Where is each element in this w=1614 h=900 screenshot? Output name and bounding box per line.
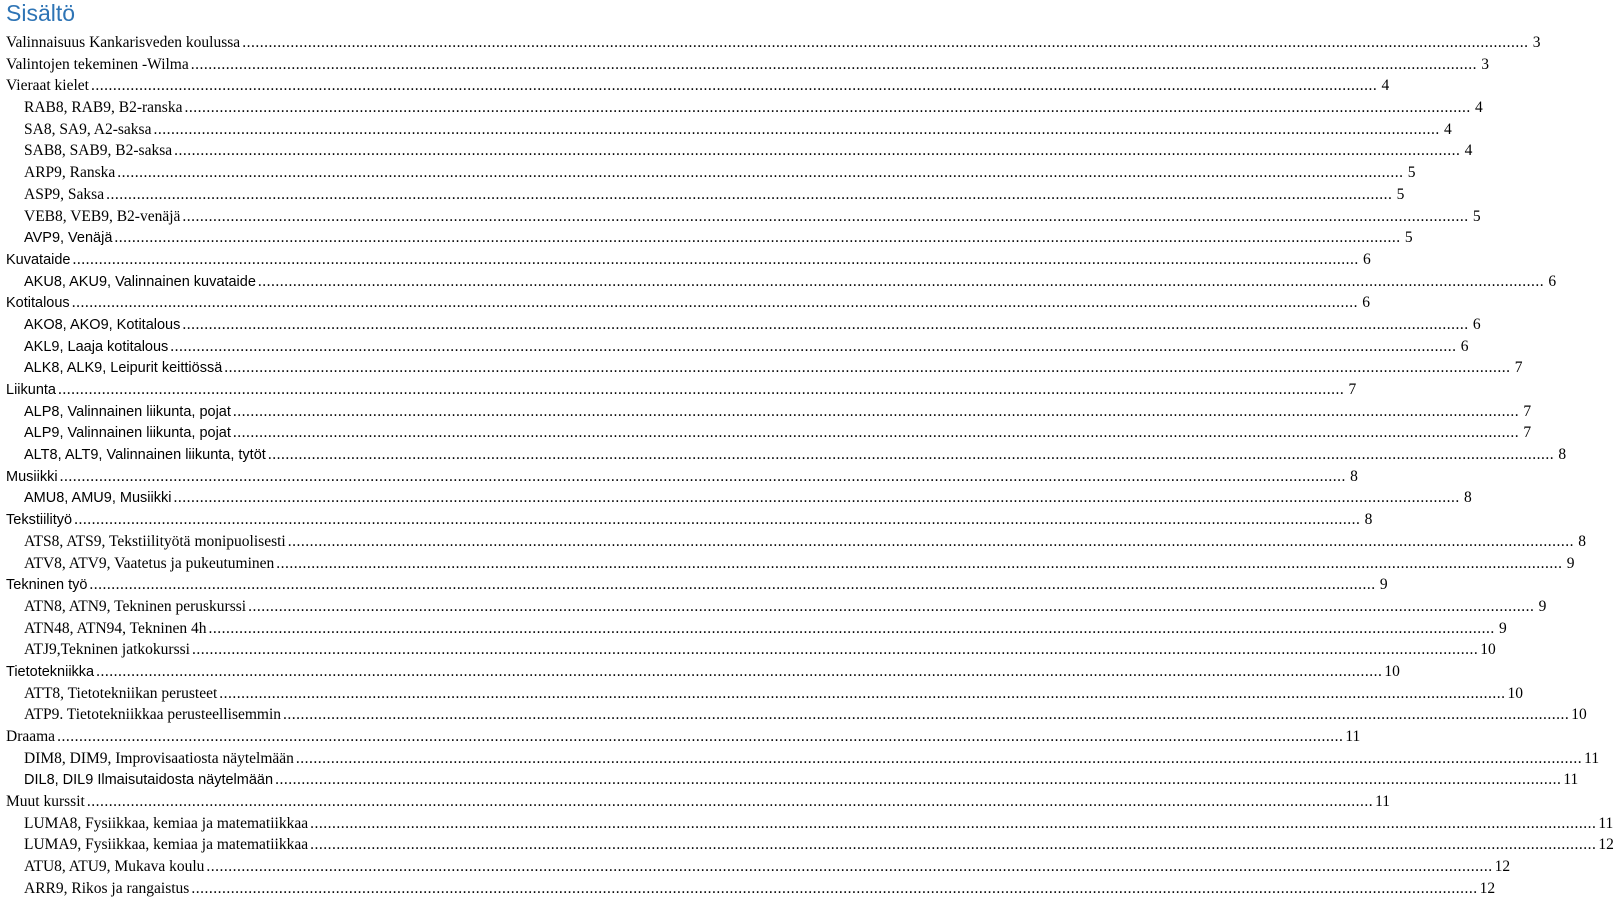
dot-leader (170, 336, 1456, 358)
toc-entry[interactable] (6, 834, 1614, 856)
toc-entry-label: ALT8, ALT9, Valinnainen liikunta, tytöt (24, 447, 266, 464)
toc-entry-label: Draama (6, 728, 56, 745)
toc-entry[interactable] (6, 683, 1524, 705)
toc-page-number: 6 (1472, 315, 1481, 333)
dot-leader (73, 249, 1359, 271)
toc-entry[interactable] (6, 357, 1523, 379)
dot-leader (58, 379, 1344, 401)
toc-entry-label: ALP9, Valinnainen liikunta, pojat (24, 425, 231, 442)
toc-entry[interactable] (6, 596, 1547, 618)
dot-leader (268, 444, 1554, 466)
toc-entry-label: LUMA8, Fysiikkaa, kemiaa ja matematiikkaa (24, 814, 309, 832)
dot-leader (60, 466, 1346, 488)
toc-entry-label: SA8, SA9, A2-saksa (24, 120, 152, 138)
dot-leader (233, 401, 1519, 423)
dot-leader (275, 769, 1561, 791)
toc-entry[interactable] (6, 271, 1557, 293)
toc-entry-label: AVP9, Venäjä (24, 230, 113, 247)
toc-page-number: 4 (1474, 99, 1483, 117)
dot-leader (89, 574, 1375, 596)
toc-page-number: 10 (1480, 641, 1496, 659)
toc-entry[interactable] (6, 75, 1390, 97)
dot-leader (276, 553, 1562, 575)
dot-leader (114, 227, 1400, 249)
toc-entry[interactable] (6, 336, 1469, 358)
toc-page-number: 8 (1558, 446, 1567, 464)
toc-entry[interactable] (6, 401, 1532, 423)
toc-entry[interactable] (6, 249, 1371, 271)
dot-leader (106, 184, 1392, 206)
toc-page-number: 5 (1396, 185, 1405, 203)
toc-entry[interactable] (6, 704, 1587, 726)
dot-leader (233, 422, 1519, 444)
dot-leader (117, 162, 1403, 184)
toc-page-number: 4 (1381, 77, 1390, 95)
dot-leader (224, 357, 1510, 379)
toc-page-number: 6 (1362, 294, 1370, 312)
dot-leader (248, 596, 1534, 618)
dot-leader (182, 314, 1468, 336)
dot-leader (87, 791, 1373, 813)
toc-entry[interactable] (6, 97, 1483, 119)
toc-page-number: 10 (1571, 706, 1587, 724)
dot-leader (310, 813, 1596, 835)
toc-entry[interactable] (6, 119, 1452, 141)
dot-leader (208, 618, 1494, 640)
toc-entry[interactable] (6, 769, 1579, 791)
toc-page-number: 12 (1479, 879, 1496, 897)
toc-entry[interactable] (6, 292, 1370, 314)
toc-entry-label: Vieraat kielet (6, 77, 89, 95)
toc-title: Sisältö (6, 0, 76, 26)
toc-entry-label: ATJ9,Tekninen jatkokurssi (24, 641, 190, 659)
toc-entry[interactable] (6, 32, 1541, 54)
toc-entry[interactable] (6, 813, 1614, 835)
dot-leader (219, 683, 1505, 705)
toc-entry[interactable] (6, 661, 1400, 683)
toc-page-number: 6 (1363, 250, 1371, 268)
dot-leader (242, 32, 1528, 54)
dot-leader (206, 856, 1492, 878)
toc-page-number: 9 (1379, 576, 1388, 594)
toc-entry[interactable] (6, 791, 1390, 813)
toc-page-number: 3 (1481, 55, 1489, 73)
dot-leader (184, 97, 1470, 119)
toc-entry-label: Tietotekniikka (6, 663, 95, 680)
toc-entry[interactable] (6, 444, 1567, 466)
dot-leader (191, 878, 1477, 900)
toc-entry-label: ATV8, ATV9, Vaatetus ja pukeutuminen (24, 554, 275, 572)
toc-page-number: 7 (1514, 359, 1523, 377)
toc-page-number: 12 (1494, 858, 1511, 876)
toc-page-number: 5 (1404, 229, 1413, 247)
toc-entry-label: Tekstiilityö (6, 512, 73, 529)
toc-entry-label: Valintojen tekeminen -Wilma (6, 55, 189, 73)
toc-page-number: 11 (1375, 793, 1390, 811)
toc-page-number: 6 (1548, 272, 1557, 290)
toc-entry-label: Tekninen työ (6, 577, 88, 594)
toc-page-number: 12 (1598, 836, 1614, 854)
toc-entry-label: SAB8, SAB9, B2-saksa (24, 142, 173, 160)
dot-leader (192, 639, 1478, 661)
toc-page-number: 9 (1498, 619, 1507, 637)
toc-entry[interactable] (6, 553, 1575, 575)
toc-entry-label: Liikunta (6, 382, 56, 398)
toc-page-number: 5 (1407, 164, 1416, 182)
toc-page-number: 7 (1523, 424, 1532, 442)
toc-page-number: 8 (1578, 532, 1586, 550)
dot-leader (296, 748, 1582, 770)
toc-entry[interactable] (6, 531, 1586, 553)
toc-entry[interactable] (6, 748, 1600, 770)
toc-page-number: 7 (1523, 402, 1532, 420)
toc-entry[interactable] (6, 509, 1373, 531)
toc-entry-label: ASP9, Saksa (24, 185, 105, 203)
toc-entry[interactable] (6, 206, 1481, 228)
toc-entry-label: LUMA9, Fysiikkaa, kemiaa ja matematiikkaa (24, 836, 309, 854)
dot-leader (182, 206, 1468, 228)
toc-entry[interactable] (6, 54, 1489, 76)
dot-leader (57, 726, 1343, 748)
toc-page-number: 6 (1460, 337, 1469, 355)
toc-entry-label: ATN8, ATN9, Tekninen peruskurssi (24, 597, 247, 615)
toc-entry-label: ATN48, ATN94, Tekninen 4h (24, 619, 207, 637)
dot-leader (91, 75, 1377, 97)
toc-entry[interactable] (6, 574, 1388, 596)
toc-entry[interactable] (6, 639, 1496, 661)
toc-entry[interactable] (6, 487, 1472, 509)
toc-entry-label: AKU8, AKU9, Valinnainen kuvataide (24, 273, 256, 290)
toc-page-number: 5 (1472, 207, 1481, 225)
toc-entry[interactable] (6, 466, 1358, 488)
dot-leader (288, 531, 1574, 553)
toc-entry-label: ARP9, Ranska (24, 164, 116, 182)
toc-entry[interactable] (6, 162, 1416, 184)
toc-entry[interactable] (6, 878, 1496, 900)
toc-entry-label: ARR9, Rikos ja rangaistus (24, 879, 190, 897)
dot-leader (153, 119, 1439, 141)
toc-entry[interactable] (6, 856, 1511, 878)
toc-entry-label: AKO8, AKO9, Kotitalous (24, 316, 181, 333)
dot-leader (96, 661, 1382, 683)
toc-entry-label: Muut kurssit (6, 793, 85, 811)
toc-entry-label: Kotitalous (6, 295, 70, 312)
toc-page-number: 7 (1348, 381, 1357, 398)
toc-page-number: 11 (1584, 749, 1600, 767)
toc-entry-label: DIM8, DIM9, Improvisaatiosta näytelmään (24, 749, 294, 767)
toc-entry-label: AKL9, Laaja kotitalous (24, 338, 169, 355)
toc-entry-label: Valinnaisuus Kankarisveden koulussa (6, 34, 241, 51)
toc-entry-label: ATS8, ATS9, Tekstiilityötä monipuolisesti (24, 532, 286, 550)
dot-leader (258, 271, 1544, 293)
toc-page-number: 9 (1538, 597, 1547, 615)
toc-entry[interactable] (6, 618, 1507, 640)
dot-leader (310, 834, 1596, 856)
toc-entry-label: ATT8, Tietotekniikan perusteet (24, 684, 218, 702)
toc-entry-label: Musiikki (6, 468, 58, 485)
toc-entry[interactable] (6, 379, 1357, 401)
toc-page-number: 4 (1443, 120, 1452, 138)
toc-entry-label: Kuvataide (6, 251, 71, 268)
toc-entry-label: DIL8, DIL9 Ilmaisutaidosta näytelmään (24, 772, 274, 789)
toc-entry[interactable] (6, 140, 1473, 162)
toc-page-number: 3 (1532, 34, 1541, 51)
toc-list (6, 32, 1614, 900)
toc-entry[interactable] (6, 422, 1532, 444)
toc-page-number: 9 (1566, 554, 1575, 572)
dot-leader (74, 509, 1360, 531)
toc-entry[interactable] (6, 726, 1361, 748)
toc-page-number: 11 (1563, 771, 1579, 789)
toc-page-number: 10 (1507, 684, 1524, 702)
toc-page-number: 8 (1463, 489, 1472, 507)
dot-leader (191, 54, 1477, 76)
toc-entry[interactable] (6, 184, 1405, 206)
toc-entry-label: ALP8, Valinnainen liikunta, pojat (24, 403, 231, 420)
toc-entry-label: ATU8, ATU9, Mukava koulu (24, 858, 205, 876)
toc-page-number: 11 (1598, 814, 1614, 832)
toc-page-number: 10 (1384, 662, 1400, 680)
toc-page-number: 4 (1464, 142, 1473, 160)
toc-page-number: 8 (1350, 467, 1358, 485)
toc-entry-label: AMU8, AMU9, Musiikki (24, 490, 172, 507)
toc-entry-label: ATP9. Tietotekniikkaa perusteellisemmin (24, 706, 282, 724)
dot-leader (174, 140, 1460, 162)
toc-entry[interactable] (6, 314, 1481, 336)
toc-entry-label: RAB8, RAB9, B2-ranska (24, 99, 183, 117)
toc-entry-label: ALK8, ALK9, Leipurit keittiössä (24, 360, 223, 377)
dot-leader (72, 292, 1358, 314)
toc-page-number: 8 (1364, 511, 1373, 529)
dot-leader (283, 704, 1569, 726)
dot-leader (173, 487, 1459, 509)
toc-entry[interactable] (6, 227, 1413, 249)
toc-page-number: 11 (1345, 728, 1361, 745)
toc-entry-label: VEB8, VEB9, B2-venäjä (24, 207, 181, 225)
